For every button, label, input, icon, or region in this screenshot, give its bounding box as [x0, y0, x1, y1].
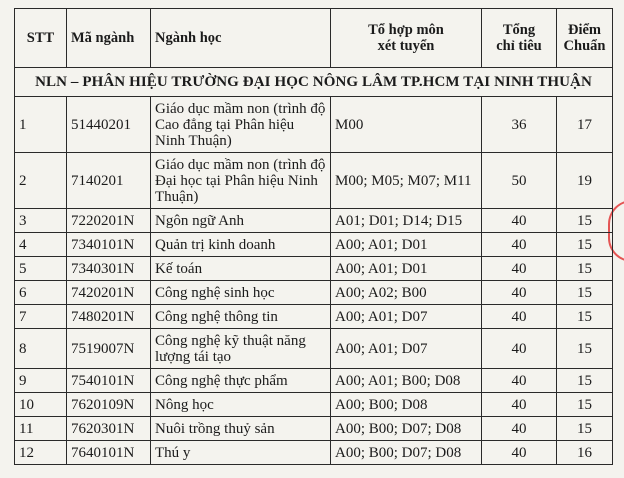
cell-major: Công nghệ thực phẩm [151, 369, 331, 393]
cell-quota: 36 [482, 97, 557, 153]
header-combo-line1: Tổ hợp môn [368, 22, 444, 38]
cell-combo: M00 [331, 97, 482, 153]
cell-combo: A00; A01; D01 [331, 257, 482, 281]
cell-stt: 2 [15, 153, 67, 209]
table-row [15, 329, 613, 369]
cell-quota: 40 [482, 369, 557, 393]
cell-combo: M00; M05; M07; M11 [331, 153, 482, 209]
cell-stt: 3 [15, 209, 67, 233]
cell-combo: A00; A01; D07 [331, 329, 482, 369]
cell-score: 15 [557, 209, 613, 233]
table-row [15, 257, 613, 281]
table-row [15, 97, 613, 153]
cell-combo: A01; D01; D14; D15 [331, 209, 482, 233]
cell-quota: 40 [482, 441, 557, 465]
table-row [15, 153, 613, 209]
cell-stt: 7 [15, 305, 67, 329]
header-major: Ngành học [151, 9, 331, 68]
cell-score: 15 [557, 369, 613, 393]
table-row [15, 305, 613, 329]
cell-major: Công nghệ sinh học [151, 281, 331, 305]
cell-score: 15 [557, 393, 613, 417]
cell-stt: 10 [15, 393, 67, 417]
cell-combo: A00; A01; D01 [331, 233, 482, 257]
cell-combo: A00; B00; D08 [331, 393, 482, 417]
cell-score: 19 [557, 153, 613, 209]
section-row [15, 68, 613, 97]
cell-quota: 40 [482, 417, 557, 441]
cell-combo: A00; A02; B00 [331, 281, 482, 305]
cell-code: 7140201 [67, 153, 151, 209]
cell-code: 7519007N [67, 329, 151, 369]
cell-code: 7640101N [67, 441, 151, 465]
cell-combo: A00; B00; D07; D08 [331, 417, 482, 441]
table-row [15, 441, 613, 465]
cell-stt: 9 [15, 369, 67, 393]
header-score-line1: Điểm [567, 22, 601, 38]
section-title: NLN – PHÂN HIỆU TRƯỜNG ĐẠI HỌC NÔNG LÂM TP.HCM TẠI NINH THUẬN [15, 68, 613, 97]
cell-stt: 6 [15, 281, 67, 305]
cell-code: 7340301N [67, 257, 151, 281]
cell-major: Giáo dục mầm non (trình độ Cao đẳng tại Phân hiệu Ninh Thuận) [151, 97, 331, 153]
header-quota-line2: chỉ tiêu [496, 38, 542, 54]
cell-quota: 40 [482, 233, 557, 257]
cell-stt: 11 [15, 417, 67, 441]
cell-score: 16 [557, 441, 613, 465]
cell-score: 15 [557, 329, 613, 369]
table-row [15, 233, 613, 257]
cell-score: 15 [557, 233, 613, 257]
cell-major: Kế toán [151, 257, 331, 281]
cell-code: 7220201N [67, 209, 151, 233]
cell-code: 7340101N [67, 233, 151, 257]
cell-code: 7620109N [67, 393, 151, 417]
admission-score-table [14, 8, 613, 465]
cell-score: 15 [557, 257, 613, 281]
table-row [15, 209, 613, 233]
cell-combo: A00; B00; D07; D08 [331, 441, 482, 465]
cell-code: 7420201N [67, 281, 151, 305]
cell-quota: 40 [482, 281, 557, 305]
cell-stt: 8 [15, 329, 67, 369]
cell-score: 15 [557, 281, 613, 305]
table-row [15, 417, 613, 441]
table-row [15, 281, 613, 305]
header-code: Mã ngành [67, 9, 151, 68]
cell-stt: 5 [15, 257, 67, 281]
header-combo [331, 9, 482, 68]
cell-stt: 1 [15, 97, 67, 153]
cell-stt: 4 [15, 233, 67, 257]
cell-combo: A00; A01; B00; D08 [331, 369, 482, 393]
header-quota [482, 9, 557, 68]
table-row [15, 393, 613, 417]
header-score-line2: Chuẩn [563, 38, 606, 54]
cell-major: Quản trị kinh doanh [151, 233, 331, 257]
cell-score: 17 [557, 97, 613, 153]
header-score [557, 9, 613, 68]
cell-score: 15 [557, 305, 613, 329]
header-stt: STT [15, 9, 67, 68]
table-body [15, 97, 613, 465]
cell-major: Thú y [151, 441, 331, 465]
cell-code: 7480201N [67, 305, 151, 329]
cell-major: Nuôi trồng thuỷ sản [151, 417, 331, 441]
cell-quota: 50 [482, 153, 557, 209]
cell-code: 51440201 [67, 97, 151, 153]
cell-major: Giáo dục mầm non (trình độ Đại học tại Phân hiệu Ninh Thuận) [151, 153, 331, 209]
cell-major: Công nghệ kỹ thuật năng lượng tái tạo [151, 329, 331, 369]
header-combo-line2: xét tuyển [377, 38, 435, 54]
cell-quota: 40 [482, 209, 557, 233]
cell-code: 7540101N [67, 369, 151, 393]
cell-major: Nông học [151, 393, 331, 417]
cell-quota: 40 [482, 305, 557, 329]
table-row [15, 369, 613, 393]
cell-quota: 40 [482, 257, 557, 281]
cell-score: 15 [557, 417, 613, 441]
cell-quota: 40 [482, 393, 557, 417]
cell-code: 7620301N [67, 417, 151, 441]
cell-quota: 40 [482, 329, 557, 369]
cell-major: Ngôn ngữ Anh [151, 209, 331, 233]
cell-stt: 12 [15, 441, 67, 465]
cell-combo: A00; A01; D07 [331, 305, 482, 329]
cell-major: Công nghệ thông tin [151, 305, 331, 329]
header-row [15, 9, 613, 68]
header-quota-line1: Tổng [502, 22, 536, 38]
